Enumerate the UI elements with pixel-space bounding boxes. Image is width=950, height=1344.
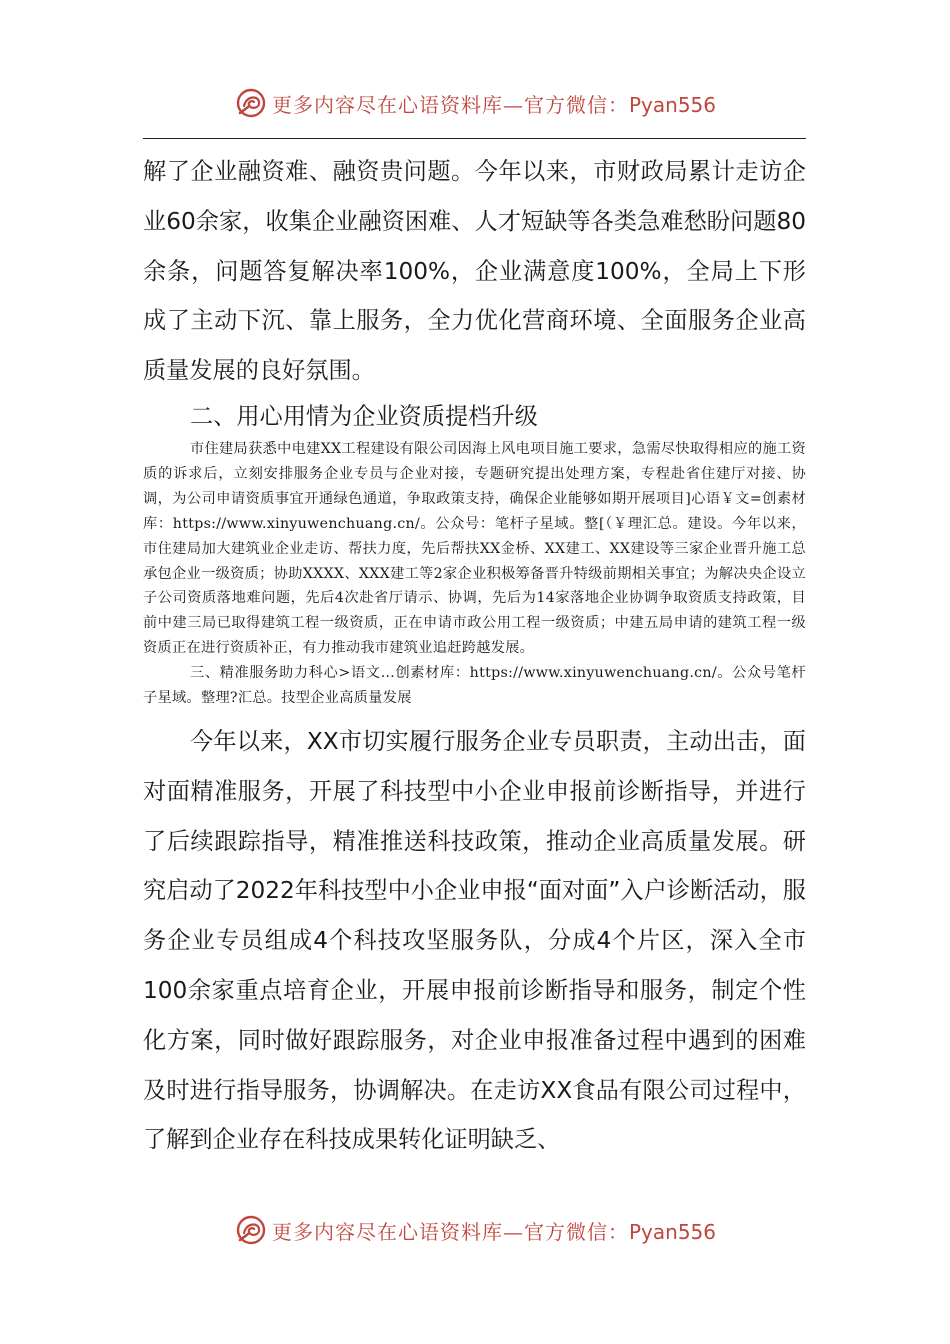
- paragraph-qualification: 市住建局获悉中电建XX工程建设有限公司因海上风电项目施工要求，急需尽快取得相应的施工资质的诉求后，立刻安排服务企业专员与企业对接，专题研究提出处理方案，专程赴省住建厅对接、协调，为公司申请资质事宜开通绿色通道，争取政策支持，确保企业能够如期开展项目]心语￥文=创素材库：https://www.xinyuwenchuang.cn/。公众号：笔杆子星域。整[（￥理汇总。建设。今年以来，市住建局加大建筑业企业走访、帮扶力度，先后帮扶XX金桥、XX建工、XX建设等三家企业晋升施工总承包企业一级资质；协助XXXX、XXX建工等2家企业积极筹备晋升特级前期相关事宜；为解决央企设立子公司资质落地难问题，先后4次赴省厅请示、协调，先后为14家落地企业协调争取资质支持政策，目前中建三局已取得建筑工程一级资质，正在申请市政公用工程一级资质；中建五局申请的建筑工程一级资质正在进行资质补正，有力推动我市建筑业追赶跨越发展。: [143, 440, 806, 657]
- swirl-logo-icon: [234, 1213, 268, 1247]
- footer-watermark: [0, 1210, 950, 1250]
- section-heading-3: 三、精准服务助力科心>语文…创素材库：https://www.xinyuwenchuang.cn/。公众号笔杆子星域。整理?汇总。技型企业高质量发展: [143, 665, 806, 707]
- wechat-id: Pyan556: [628, 92, 716, 117]
- paragraph-financing: 解了企业融资难、融资贵问题。今年以来，市财政局累计走访企业60余家，收集企业融资困难、人才短缺等各类急难愁盼问题80余条，问题答复解决率100%，企业满意度100%，全局上下形成了主动下沉、靠上服务，全力优化营商环境、全面服务企业高质量发展的良好氛围。: [143, 158, 806, 385]
- swirl-logo-icon: [234, 86, 268, 120]
- header-watermark: [0, 83, 950, 123]
- watermark-text: 更多内容尽在心语资料库—官方微信：Pyan556: [271, 92, 716, 117]
- paragraph-tech-enterprises: 今年以来，XX市切实履行服务企业专员职责，主动出击，面对面精准服务，开展了科技型中小企业申报前诊断指导，并进行了后续跟踪指导，精准推送科技政策，推动企业高质量发展。研究启动了2022年科技型中小企业申报“面对面”入户诊断活动，服务企业专员组成4个科技攻坚服务队，分成4个片区，深入全市100余家重点培育企业，开展申报前诊断指导和服务，制定个性化方案，同时做好跟踪服务，对企业申报准备过程中遇到的困难及时进行指导服务，协调解决。在走访XX食品有限公司过程中，了解到企业存在科技成果转化证明缺乏、: [143, 727, 806, 1154]
- header-divider: [143, 138, 806, 139]
- document-body: [143, 147, 806, 1165]
- watermark-text: 更多内容尽在心语资料库—官方微信：Pyan556: [271, 1219, 716, 1244]
- wechat-id: Pyan556: [628, 1219, 716, 1244]
- section-heading-2: 二、用心用情为企业资质提档升级: [190, 402, 538, 430]
